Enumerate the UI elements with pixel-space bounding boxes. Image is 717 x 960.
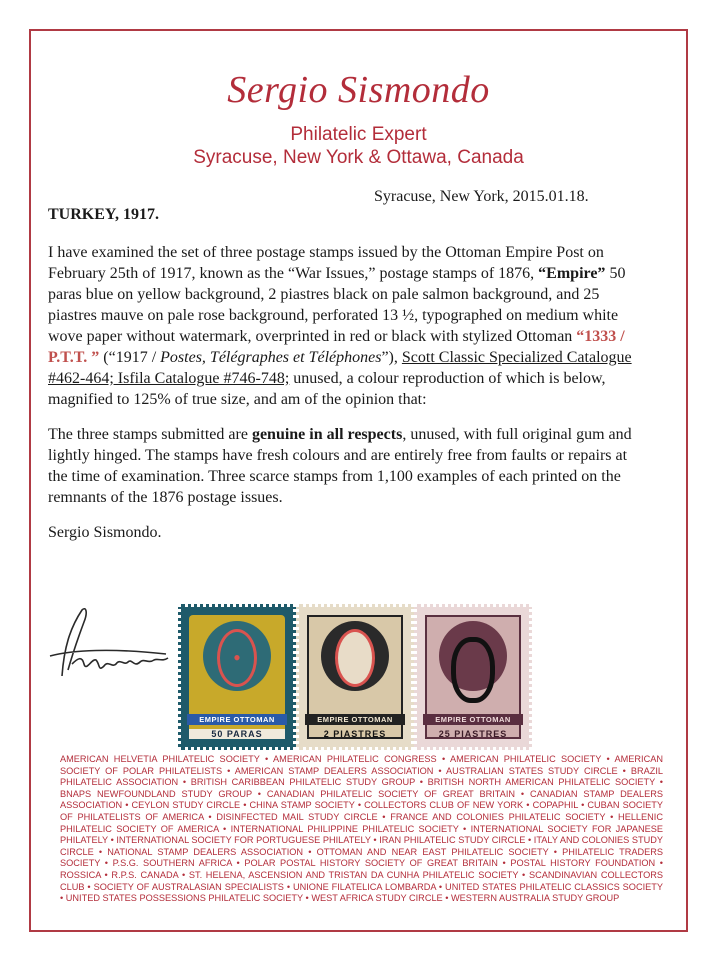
stamp-25-piastres: EMPIRE OTTOMAN 25 PIASTRES [414, 604, 532, 750]
society-memberships: AMERICAN HELVETIA PHILATELIC SOCIETY • AMERICAN PHILATELIC CONGRESS • AMERICAN PHILATELIC SOCIETY • AMERICAN SOCIETY OF POLAR PHILATELISTS • AMERICAN STAMP DEALERS ASSOCIATION • AUSTRALIAN STATES STUDY CIRCLE • BRAZIL PHILATELIC ASSOCIATION • BRITISH CARIBBEAN PHILATELIC STUDY GROUP • BRITISH NORTH AMERICAN PHILATELIC SOCIETY • BNAPS NEWFOUNDLAND STUDY GROUP • CANADIAN PHILATELIC SOCIETY OF GREAT BRITAIN • CANADIAN STAMP DEALERS ASSOCIATION • CEYLON STUDY CIRCLE • CHINA STAMP SOCIETY • COLLECTORS CLUB OF NEW YORK • COPAPHIL • CUBAN SOCIETY OF PHILATELISTS OF AMERICA • DISINFECTED MAIL STUDY CIRCLE • FRANCE AND COLONIES PHILATELIC SOCIETY • HELLENIC PHILATELIC SOCIETY OF AMERICA • INTERNATIONAL PHILIPPINE PHILATELIC SOCIETY • INTERNATIONAL SOCIETY FOR JAPANESE PHILATELY • INTERNATIONAL SOCIETY FOR PORTUGUESE PHILATELY • IRAN PHILATELIC STUDY CIRCLE • ITALY AND COLONIES STUDY CIRCLE • NATIONAL STAMP DEALERS ASSOCIATION • OTTOMAN AND NEAR EAST PHILATELIC SOCIETY • PHILATELIC TRADERS SOCIETY • P.S.G. SOUTHERN AFRICA • POLAR POSTAL HISTORY SOCIETY OF GREAT BRITAIN • POSTAL HISTORY FOUNDATION • ROSSICA • R.P.S. CANADA • ST. HELENA, ASCENSION AND TRISTAN DA CUNHA PHILATELIC SOCIETY • SCANDINAVIAN COLLECTORS CLUB • SOCIETY OF AUSTRALASIAN SPECIALISTS • UNIONE FILATELICA LOMBARDA • UNITED STATES PHILATELIC CLASSICS SOCIETY • UNITED STATES POSSESSIONS PHILATELIC SOCIETY • WEST AFRICA STUDY CIRCLE • WESTERN AUSTRALIA STUDY GROUP [60, 754, 663, 904]
signoff-name: Sergio Sismondo. [48, 524, 162, 541]
overprint-text: “1333 / P.T.T. ” [48, 328, 625, 366]
description-paragraph: I have examined the set of three postage stamps issued by the Ottoman Empire Post on February 25th of 1917, known as the “War Issues,” postage stamps of 1876, “Empire” 50 paras blue on yellow background, 2 piastres black on pale salmon background, and 25 piastres mauve on pale rose background, perforated 13 ½, typographed on medium white wove paper without watermark, overprinted in red or black with stylized Ottoman “1333 / P.T.T. ” (“1917 / Postes, Télégraphes et Téléphones”), Scott Classic Specialized Catalogue #462-464; Isfila Catalogue #746-748; unused, a colour reproduction of which is below, magnified to 125% of true size, and am of the opinion that: [48, 244, 632, 408]
certificate-heading: TURKEY, 1917. [48, 206, 159, 223]
stamp-50-paras: • EMPIRE OTTOMAN 50 PARAS [178, 604, 296, 750]
opinion-paragraph: The three stamps submitted are genuine in all respects, unused, with full original gum and lightly hinged. The stamps have fresh colours and are entirely free from faults or repairs at the time of examination. Three scarce stamps from 1,100 examples of each printed on the remnants of the 1876 postage issues. [48, 426, 632, 506]
expert-title: Philatelic Expert [290, 124, 427, 145]
expert-location: Syracuse, New York & Ottawa, Canada [193, 147, 524, 168]
stamps-reproduction [178, 604, 528, 748]
dateline: Syracuse, New York, 2015.01.18. [374, 188, 589, 205]
stamp-2-piastres: EMPIRE OTTOMAN 2 PIASTRES [296, 604, 414, 750]
catalogue-reference: Scott Classic Specialized Catalogue #462-464; Isfila Catalogue #746-748; [48, 349, 632, 387]
expert-name: Sergio Sismondo [227, 69, 490, 111]
handwritten-signature [42, 598, 172, 688]
